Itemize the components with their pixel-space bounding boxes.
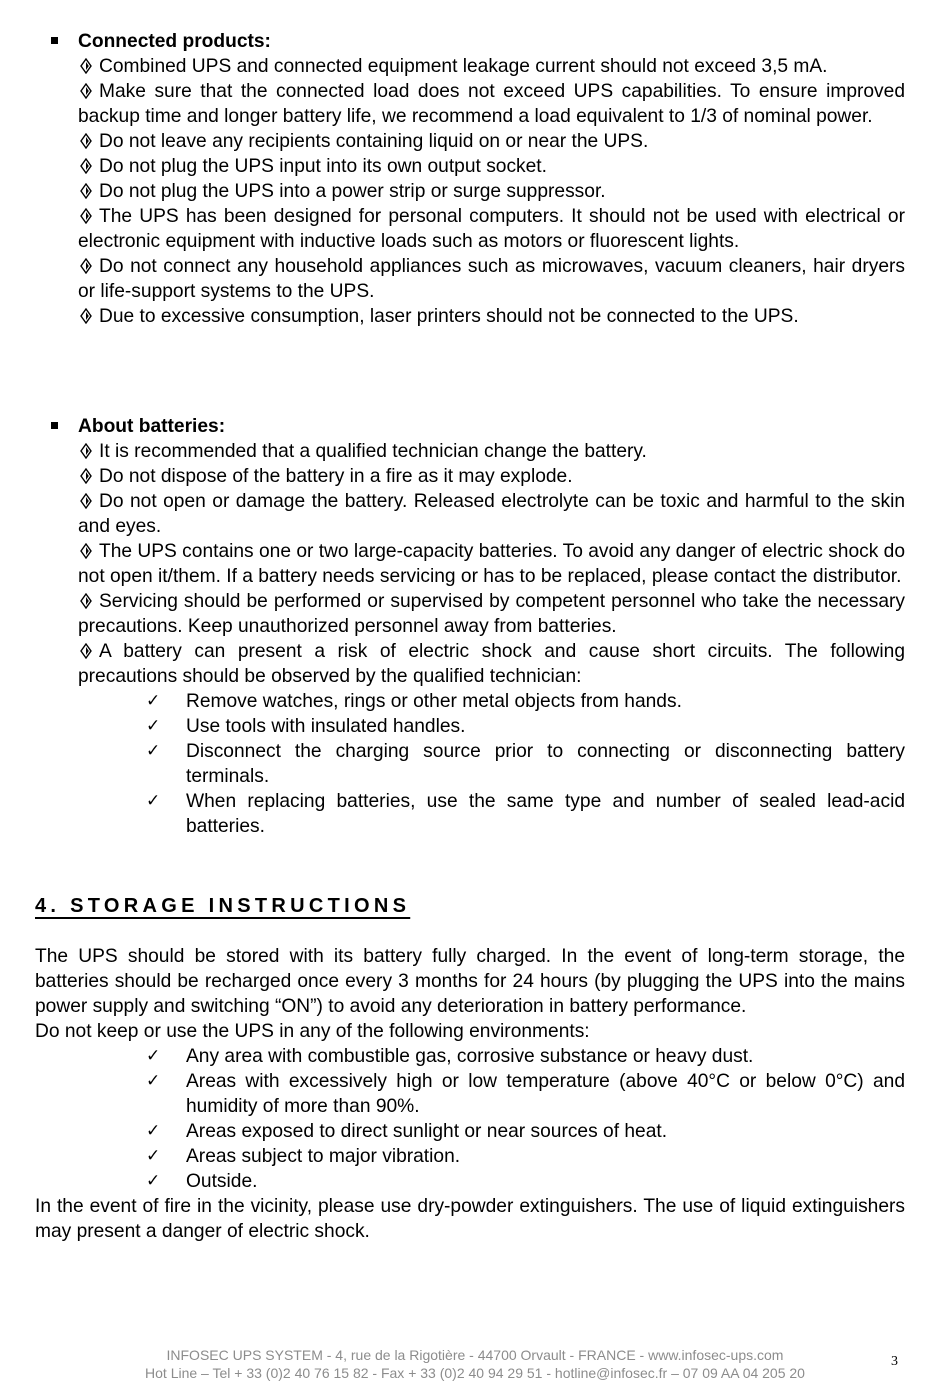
list-item <box>35 304 905 329</box>
list-item-text: Do not connect any household appliances such as microwaves, vacuum cleaners, hair dryers or life-support systems to the UPS. <box>78 256 905 302</box>
diamond-bullet-icon <box>78 306 94 322</box>
footer-hotline: Hot Line – Tel + 33 (0)2 40 76 15 82 - Fax + 33 (0)2 40 94 29 51 - hotline@infosec.fr – 07 09 AA 04 205 20 <box>145 1365 805 1381</box>
storage-environments-checklist <box>35 1044 905 1194</box>
diamond-bullet-icon <box>78 156 94 172</box>
list-item-text: Combined UPS and connected equipment leakage current should not exceed 3,5 mA. <box>99 56 828 77</box>
list-item-text: The UPS contains one or two large-capacity batteries. To avoid any danger of electric shock do not open it/them. If a battery needs servicing or has to be replaced, please contact the distributor. <box>78 541 905 587</box>
page-footer <box>0 1346 950 1382</box>
diamond-bullet-icon <box>78 56 94 72</box>
checklist-item-text: Remove watches, rings or other metal objects from hands. <box>186 691 682 712</box>
diamond-bullet-icon <box>78 81 94 97</box>
storage-instructions-heading: 4. STORAGE INSTRUCTIONS <box>35 895 411 917</box>
square-bullet-icon <box>51 37 58 44</box>
about-batteries-section <box>35 414 905 839</box>
checklist-item-text: Areas with excessively high or low temperature (above 40°C or below 0°C) and humidity of more than 90%. <box>186 1071 905 1117</box>
list-item <box>35 539 905 589</box>
checklist-item-text: Outside. <box>186 1171 258 1192</box>
diamond-bullet-icon <box>78 466 94 482</box>
diamond-bullet-icon <box>78 256 94 272</box>
list-item-text: The UPS has been designed for personal computers. It should not be used with electrical or electronic equipment with inductive loads such as motors or fluorescent lights. <box>78 206 905 252</box>
diamond-bullet-icon <box>78 131 94 147</box>
check-icon: ✓ <box>146 1171 161 1191</box>
connected-products-list <box>35 54 905 329</box>
check-icon: ✓ <box>146 716 161 736</box>
list-item <box>35 639 905 689</box>
checklist-item <box>146 739 905 789</box>
diamond-bullet-icon <box>78 641 94 657</box>
diamond-bullet-icon <box>78 181 94 197</box>
list-item-text: Due to excessive consumption, laser printers should not be connected to the UPS. <box>99 306 799 327</box>
list-item-text: Do not leave any recipients containing liquid on or near the UPS. <box>99 131 649 152</box>
check-icon: ✓ <box>146 1146 161 1166</box>
square-bullet-icon <box>51 422 58 429</box>
list-item <box>35 154 905 179</box>
checklist-item <box>146 1044 905 1069</box>
checklist-item-text: When replacing batteries, use the same type and number of sealed lead-acid batteries. <box>186 791 905 837</box>
about-batteries-heading: About batteries: <box>35 414 905 439</box>
list-item <box>35 79 905 129</box>
storage-intro-paragraph: The UPS should be stored with its battery fully charged. In the event of long-term storage, the batteries should be recharged once every 3 months for 24 hours (by plugging the UPS into the mains power supply and switching “ON”) to avoid any deterioration in battery performance. <box>35 946 905 1017</box>
list-item <box>35 254 905 304</box>
battery-precautions-checklist <box>35 689 905 839</box>
checklist-item-text: Disconnect the charging source prior to connecting or disconnecting battery terminals. <box>186 741 905 787</box>
checklist-item <box>146 789 905 839</box>
list-item-text: It is recommended that a qualified technician change the battery. <box>99 441 647 462</box>
page-number: 3 <box>891 1354 898 1369</box>
list-item-text: Do not open or damage the battery. Released electrolyte can be toxic and harmful to the skin and eyes. <box>78 491 905 537</box>
check-icon: ✓ <box>146 791 161 811</box>
list-item <box>35 439 905 464</box>
list-item-text: Do not plug the UPS input into its own output socket. <box>99 156 547 177</box>
list-item <box>35 204 905 254</box>
check-icon: ✓ <box>146 1046 161 1066</box>
list-item <box>35 129 905 154</box>
check-icon: ✓ <box>146 1071 161 1091</box>
diamond-bullet-icon <box>78 541 94 557</box>
list-item <box>35 54 905 79</box>
list-item-text: Do not plug the UPS into a power strip or surge suppressor. <box>99 181 606 202</box>
checklist-item-text: Areas subject to major vibration. <box>186 1146 461 1167</box>
checklist-item <box>146 1119 905 1144</box>
checklist-item <box>146 1069 905 1119</box>
list-item-text: Make sure that the connected load does not exceed UPS capabilities. To ensure improved backup time and longer battery life, we recommend a load equivalent to 1/3 of nominal power. <box>78 81 905 127</box>
checklist-item <box>146 714 905 739</box>
list-item-text: Do not dispose of the battery in a fire as it may explode. <box>99 466 573 487</box>
connected-products-heading: Connected products: <box>35 29 905 54</box>
diamond-bullet-icon <box>78 206 94 222</box>
connected-products-section <box>35 29 905 329</box>
list-item-text: A battery can present a risk of electric shock and cause short circuits. The following precautions should be observed by the qualified technician: <box>78 641 905 687</box>
list-item <box>35 489 905 539</box>
check-icon: ✓ <box>146 691 161 711</box>
footer-address: INFOSEC UPS SYSTEM - 4, rue de la Rigotière - 44700 Orvault - FRANCE - www.infosec-ups.com <box>166 1347 784 1363</box>
list-item <box>35 179 905 204</box>
checklist-item <box>146 689 905 714</box>
storage-fire-paragraph: In the event of fire in the vicinity, please use dry-powder extinguishers. The use of liquid extinguishers may present a danger of electric shock. <box>35 1196 905 1242</box>
check-icon: ✓ <box>146 741 161 761</box>
diamond-bullet-icon <box>78 591 94 607</box>
storage-instructions-section <box>35 944 905 1244</box>
about-batteries-list <box>35 439 905 689</box>
checklist-item <box>146 1144 905 1169</box>
check-icon: ✓ <box>146 1121 161 1141</box>
diamond-bullet-icon <box>78 441 94 457</box>
checklist-item-text: Areas exposed to direct sunlight or near sources of heat. <box>186 1121 668 1142</box>
list-item <box>35 589 905 639</box>
checklist-item-text: Any area with combustible gas, corrosive substance or heavy dust. <box>186 1046 754 1067</box>
storage-environments-lead: Do not keep or use the UPS in any of the following environments: <box>35 1021 590 1042</box>
diamond-bullet-icon <box>78 491 94 507</box>
checklist-item-text: Use tools with insulated handles. <box>186 716 466 737</box>
list-item <box>35 464 905 489</box>
list-item-text: Servicing should be performed or supervised by competent personnel who take the necessary precautions. Keep unauthorized personnel away from batteries. <box>78 591 905 637</box>
checklist-item <box>146 1169 905 1194</box>
